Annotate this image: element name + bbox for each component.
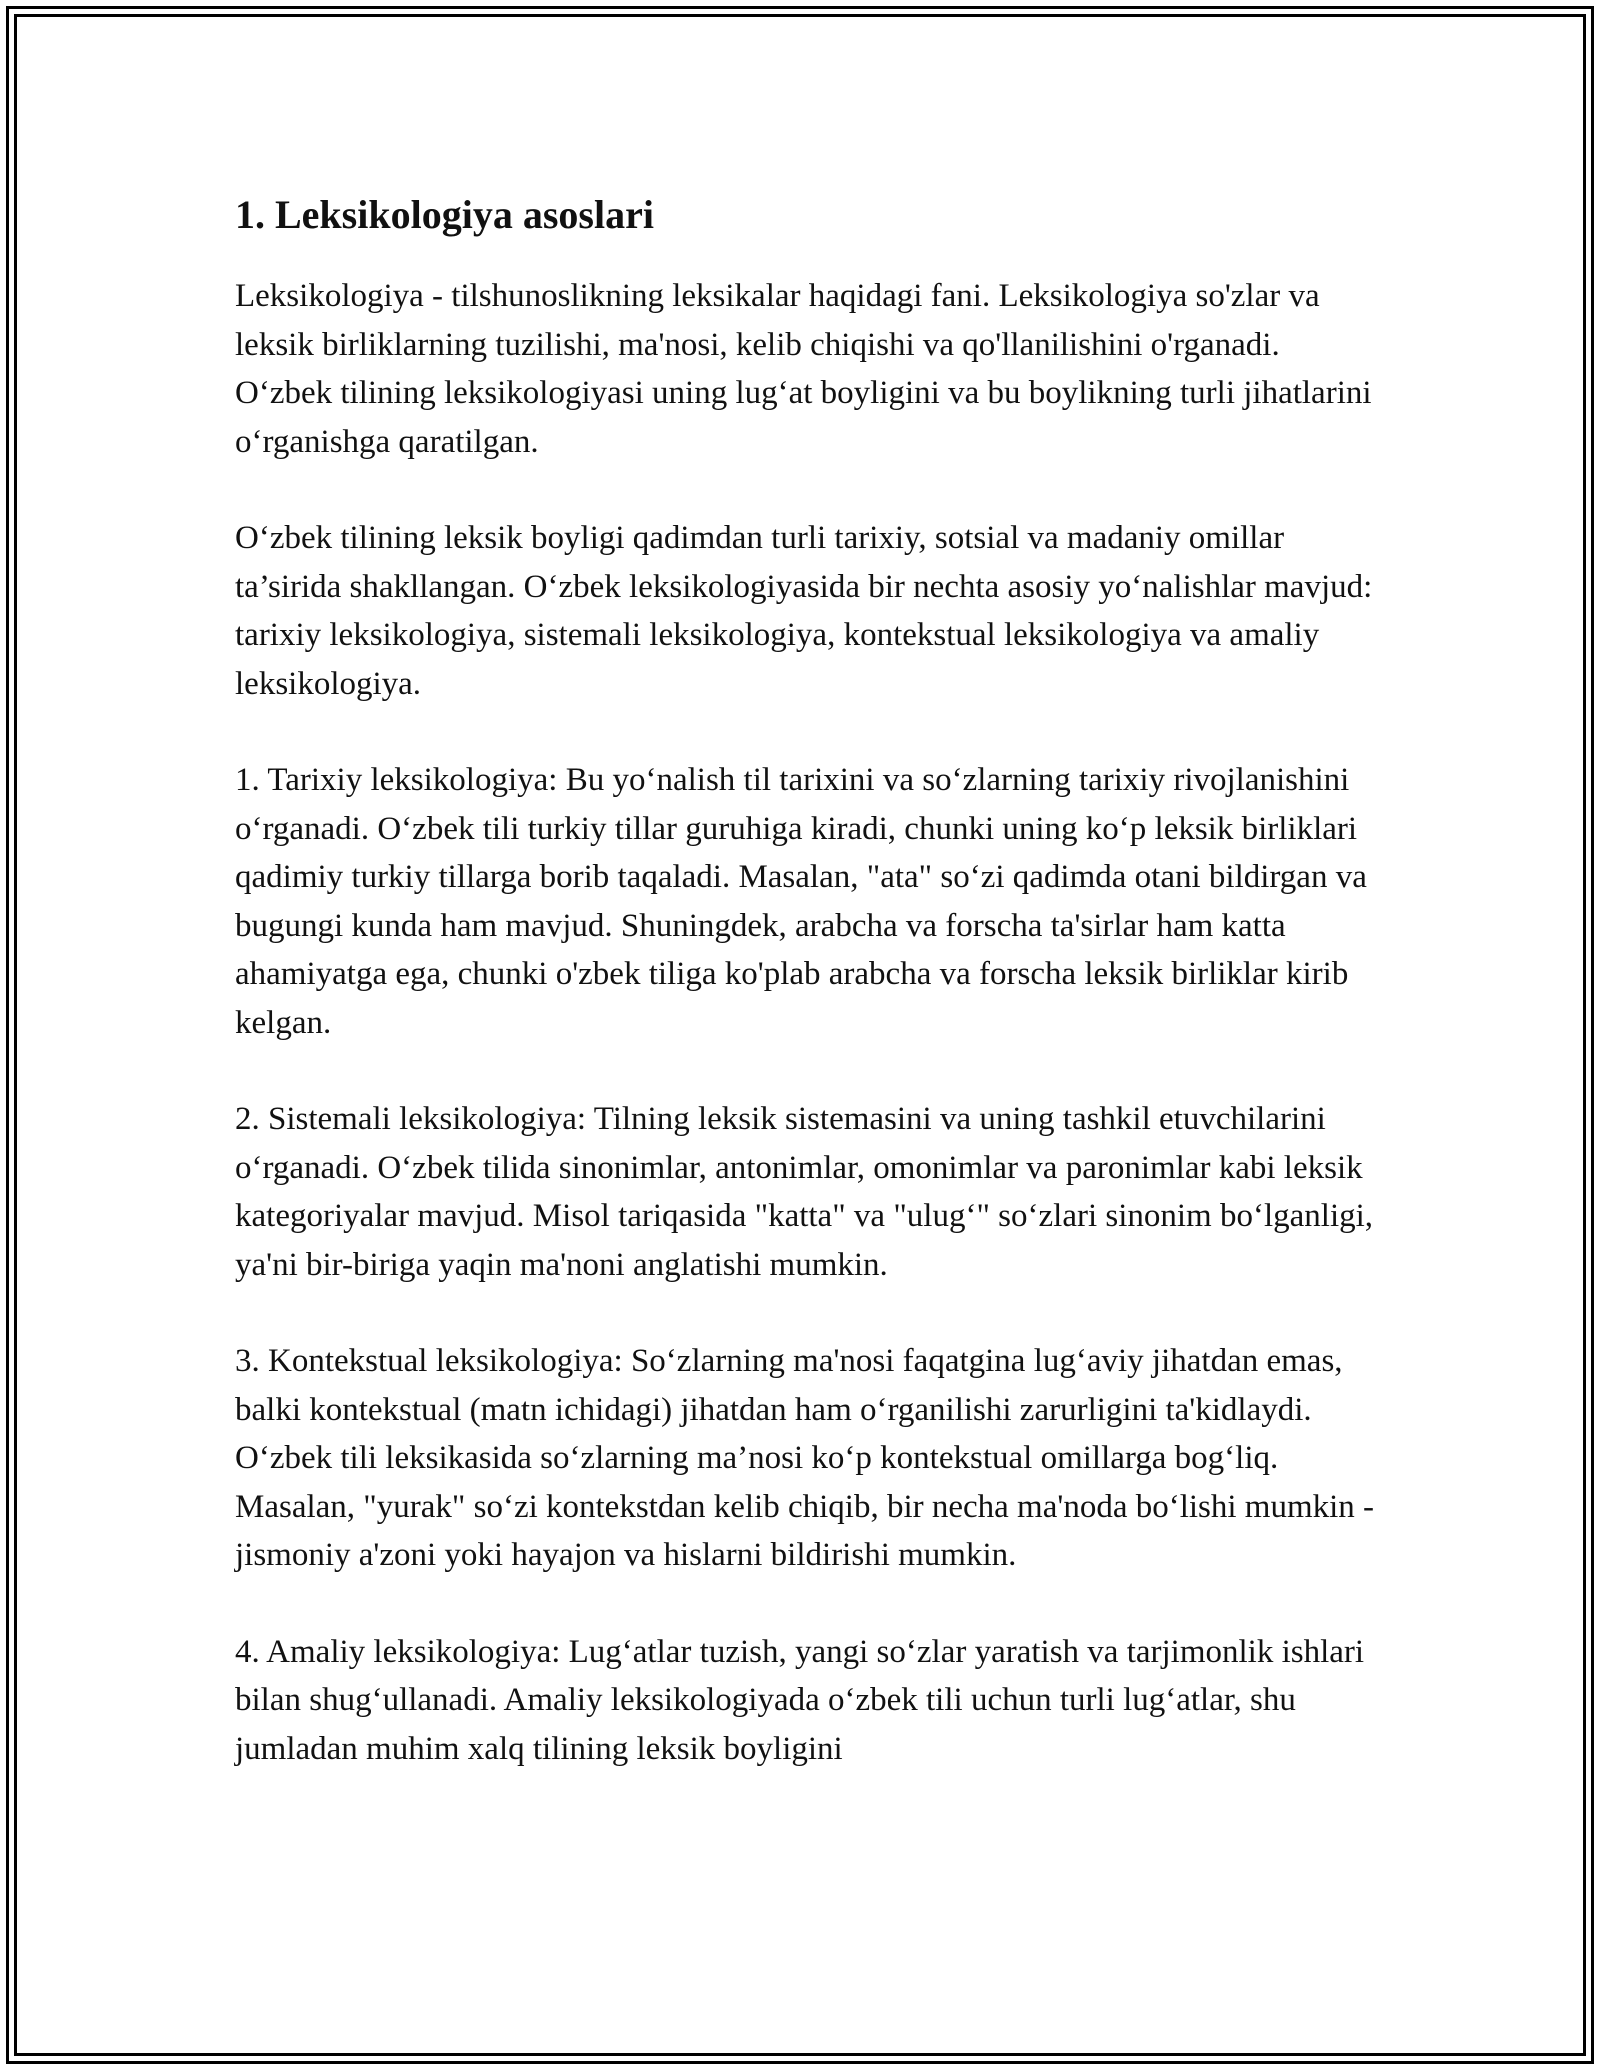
paragraph-intro: Leksikologiya - tilshunoslikning leksikalar haqidagi fani. Leksikologiya so'zlar va leksik birliklarning tuzilishi, ma'nosi, kelib chiqishi va qo'llanilishini o'rganadi. O‘zbek tilining leksikologiyasi uning lug‘at boyligini va bu boylikning turli jihatlarini o‘rganishga qaratilgan.: [235, 278, 1372, 460]
document-body: [235, 183, 1385, 1821]
paragraph-historical: 1. Tarixiy leksikologiya: Bu yo‘nalish til tarixini va so‘zlarning tarixiy rivojlanishini o‘rganadi. O‘zbek tili turkiy tillar guruhiga kiradi, chunki uning ko‘p leksik birliklari qadimiy turkiy tillarga borib taqaladi. Masalan, "ata" so‘zi qadimda otani bildirgan va bugungi kunda ham mavjud. Shuningdek, arabcha va forscha ta'sirlar ham katta ahamiyatga ega, chunki o'zbek tiliga ko'plab arabcha va forscha leksik birliklar kirib kelgan.: [235, 762, 1367, 1041]
paragraph-systematic: 2. Sistemali leksikologiya: Tilning leksik sistemasini va uning tashkil etuvchilarini o‘rganadi. O‘zbek tilida sinonimlar, antonimlar, omonimlar va paronimlar kabi leksik kategoriyalar mavjud. Misol tariqasida "katta" va "ulug‘" so‘zlari sinonim bo‘lganligi, ya'ni bir-biriga yaqin ma'noni anglatishi mumkin.: [235, 1101, 1374, 1283]
paragraph-applied: 4. Amaliy leksikologiya: Lug‘atlar tuzish, yangi so‘zlar yaratish va tarjimonlik ishlari bilan shug‘ullanadi. Amaliy leksikologiyada o‘zbek tili uchun turli lug‘atlar, shu jumladan muhim xalq tilining leksik boyligini: [235, 1633, 1365, 1767]
paragraph-contextual: 3. Kontekstual leksikologiya: So‘zlarning ma'nosi faqatgina lug‘aviy jihatdan emas, balki kontekstual (matn ichidagi) jihatdan ham o‘rganilishi zarurligini ta'kidlaydi. O‘zbek tili leksikasida so‘zlarning ma’nosi ko‘p kontekstual omillarga bog‘liq. Masalan, "yurak" so‘zi kontekstdan kelib chiqib, bir necha ma'noda bo‘lishi mumkin - jismoniy a'zoni yoki hayajon va hislarni bildirishi mumkin.: [235, 1343, 1375, 1573]
paragraph-overview: O‘zbek tilining leksik boyligi qadimdan turli tarixiy, sotsial va madaniy omillar ta’sirida shakllangan. O‘zbek leksikologiyasida bir nechta asosiy yo‘nalishlar mavjud: tarixiy leksikologiya, sistemali leksikologiya, kontekstual leksikologiya va amaliy leksikologiya.: [235, 520, 1373, 702]
section-heading: 1. Leksikologiya asoslari: [235, 192, 654, 237]
